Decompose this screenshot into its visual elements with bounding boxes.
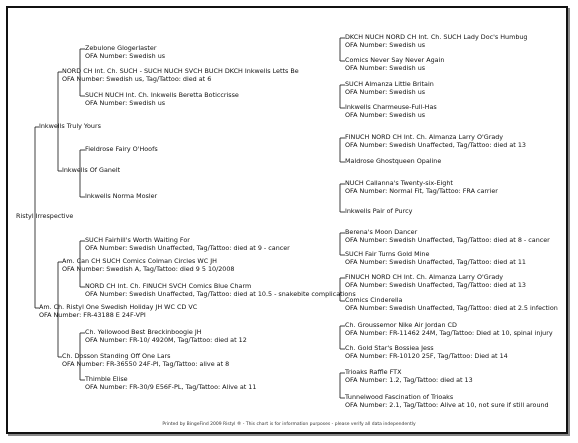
gen3-ancestor — [85, 193, 157, 201]
sire-name: Inkwells Truly Yours — [39, 122, 101, 130]
gen4-ancestor — [345, 104, 437, 119]
print-footer: Printed by BingeFind 2009 Ristyl ® - This chart is for information purposes - please verify all data independently — [162, 422, 416, 427]
ancestor-name: SUCH Fairhill's Worth Waiting For — [85, 236, 190, 244]
gen4-ancestor — [345, 322, 553, 337]
ancestor-ofa: OFA Number: FR-30/9 E56F-PL, Tag/Tattoo: Alive at 11 — [85, 382, 257, 391]
ancestor-ofa: OFA Number: FR-11462 24M, Tag/Tattoo: Died at 10, spinal injury — [345, 328, 553, 337]
ancestor-ofa: OFA Number: FR-10/ 4920M, Tag/Tattoo: died at 12 — [85, 335, 247, 344]
ancestor-ofa: OFA Number: Swedish us — [345, 110, 426, 119]
ancestor-name: FINUCH NORD CH Int. Ch. Almanza Larry O'Grady — [345, 133, 504, 141]
gen3-ancestor — [85, 329, 247, 344]
gen4-ancestor — [345, 345, 508, 360]
gen4-ancestor — [345, 134, 526, 149]
gen4-ancestor — [345, 158, 441, 166]
ancestor-ofa: OFA Number: Swedish us — [345, 87, 426, 96]
gen4-ancestor — [345, 229, 550, 244]
ancestor-name: Berena's Moon Dancer — [345, 228, 418, 236]
ancestor-name: Ch. Groussemor Nike Air Jordan CD — [345, 321, 457, 329]
maternal-granddam — [62, 353, 229, 368]
gen3-ancestor — [85, 237, 290, 252]
gen4-ancestor — [345, 251, 526, 266]
ancestor-ofa: OFA Number: Swedish Unaffected, Tag/Tattoo: died at 11 — [345, 257, 526, 266]
gen3-ancestor — [85, 45, 165, 60]
paternal-grandsire — [62, 68, 299, 83]
paternal-granddam-name: Inkwells Of Ganelt — [62, 166, 121, 174]
ancestor-name: Inkwells Pair of Purcy — [345, 207, 413, 215]
ancestor-name: Inkwells Charmeuse-Full-Has — [345, 103, 437, 111]
ancestor-ofa: OFA Number: Swedish Unaffected, Tag/Tattoo: died at 8 - cancer — [345, 235, 550, 244]
ancestor-name: Thimble Elise — [85, 375, 128, 383]
ancestor-ofa: OFA Number: Swedish us — [85, 98, 166, 107]
gen4-ancestor — [345, 57, 444, 72]
maternal-granddam-ofa: OFA Number: FR-36550 24F-PI, Tag/Tattoo: alive at 8 — [62, 359, 230, 368]
ancestor-name: Inkwells Norma Mosler — [85, 192, 158, 200]
ancestor-name: Trioaks Raffle FTX — [345, 368, 402, 376]
ancestor-name: Fieldrose Fairy O'Hoofs — [85, 145, 158, 153]
maternal-grandsire — [62, 258, 235, 273]
gen3-ancestor — [85, 376, 256, 391]
ancestor-ofa: OFA Number: Swedish Unaffected, Tag/Tattoo: died at 13 — [345, 280, 526, 289]
ancestor-name: NORD CH Int. Ch. FINUCH SVCH Comics Blue Charm — [85, 282, 252, 290]
ancestor-name: Ch. Gold Star's Bossiea Jess — [345, 344, 434, 352]
ancestor-ofa: OFA Number: FR-10120 25F, Tag/Tattoo: Died at 14 — [345, 351, 508, 360]
paternal-grandsire-ofa: OFA Number: Swedish us, Tag/Tattoo: died at 6 — [62, 74, 212, 83]
ancestor-ofa: OFA Number: Swedish Unaffected, Tag/Tattoo: died at 2.5 infection — [345, 303, 558, 312]
gen3-ancestor — [85, 92, 239, 107]
ancestor-name: SUCH Fair Turns Gold Mine — [345, 250, 430, 258]
ancestor-name: NUCH Callanna's Twenty-six-Eight — [345, 179, 453, 187]
gen4-ancestor — [345, 297, 558, 312]
maternal-grandsire-name: Am. Can CH SUCH Comics Colman Circles WC JH — [62, 257, 217, 265]
paternal-granddam — [62, 167, 120, 175]
ancestor-name: Comics Never Say Never Again — [345, 56, 445, 64]
sire — [39, 123, 101, 131]
gen4-ancestor — [345, 274, 526, 289]
ancestor-ofa: OFA Number: Swedish Unaffected, Tag/Tattoo: died at 9 - cancer — [85, 243, 290, 252]
gen4-ancestor — [345, 394, 549, 409]
ancestor-name: DKCH NUCH NORD CH Int. Ch. SUCH Lady Doc's Humbug — [345, 33, 528, 41]
ancestor-ofa: OFA Number: 1.2, Tag/Tattoo: died at 13 — [345, 375, 473, 384]
ancestor-name: Maldrose Ghostqueen Opaline — [345, 157, 442, 165]
gen4-ancestor — [345, 369, 473, 384]
gen3-ancestor — [85, 283, 356, 298]
gen4-ancestor — [345, 180, 498, 195]
dam — [39, 304, 197, 319]
ancestor-ofa: OFA Number: Swedish us — [345, 63, 426, 72]
ancestor-name: Zebulone Glogerlaster — [85, 44, 157, 52]
maternal-grandsire-ofa: OFA Number: Swedish A, Tag/Tattoo: died 9 5 10/2008 — [62, 264, 235, 273]
ancestor-name: FINUCH NORD CH Int. Ch. Almanza Larry O'Grady — [345, 273, 504, 281]
gen4-ancestor — [345, 34, 528, 49]
ancestor-ofa: OFA Number: Swedish Unaffected, Tag/Tattoo: died at 13 — [345, 140, 526, 149]
ancestor-ofa: OFA Number: Normal Fit, Tag/Tattoo: FRA carrier — [345, 186, 498, 195]
ancestor-name: SUCH NUCH Int. Ch. Inkwells Beretta Boticcrisse — [85, 91, 239, 99]
dam-name: Am. Ch. Ristyl One Swedish Holiday JH WC CD VC — [39, 303, 198, 311]
gen3-ancestor — [85, 146, 158, 154]
ancestor-name: Tunnelwood Fascination of Trioaks — [345, 393, 454, 401]
subject-dog — [16, 213, 73, 221]
subject-name: Ristyl Irrespective — [16, 212, 74, 220]
dam-ofa: OFA Number: FR-43188 E 24F-VPI — [39, 310, 146, 319]
gen4-ancestor — [345, 81, 434, 96]
paternal-grandsire-name: NORD CH Int. Ch. SUCH - SUCH NUCH SVCH BUCH DKCH Inkwells Letts Be — [62, 67, 299, 75]
ancestor-ofa: OFA Number: 2.1, Tag/Tattoo: Alive at 10, not sure if still around — [345, 400, 549, 409]
ancestor-ofa: OFA Number: Swedish us — [85, 51, 166, 60]
ancestor-ofa: OFA Number: Swedish Unaffected, Tag/Tattoo: died at 10.5 - snakebite complications — [85, 289, 356, 298]
ancestor-ofa: OFA Number: Swedish us — [345, 40, 426, 49]
gen4-ancestor — [345, 208, 412, 216]
ancestor-name: Comics Cinderella — [345, 296, 403, 304]
maternal-granddam-name: Ch. Dosson Standing Off One Lars — [62, 352, 171, 360]
ancestor-name: Ch. Yellowood Best Breckinboogie JH — [85, 328, 202, 336]
ancestor-name: SUCH Almanza Little Britain — [345, 80, 434, 88]
